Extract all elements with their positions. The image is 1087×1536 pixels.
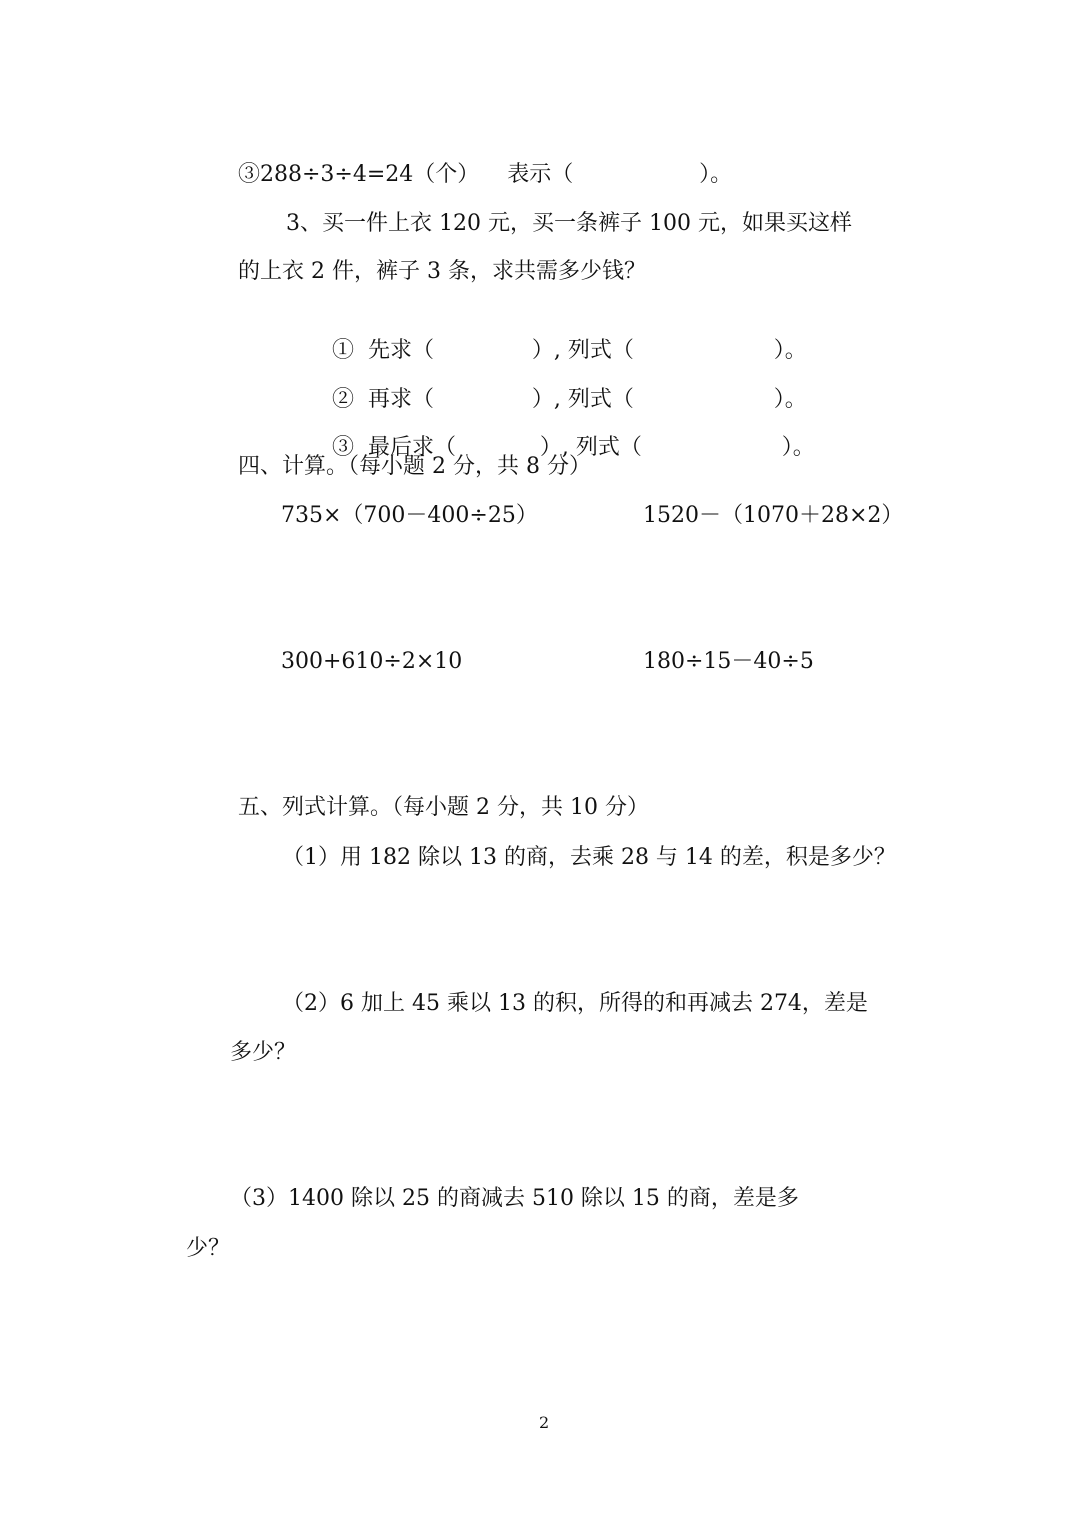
problem-3-line-1: （3）1400 除以 25 的商减去 510 除以 15 的商，差是多 [230, 1186, 799, 1211]
calc-problem-4: 180÷15－40÷5 [643, 649, 814, 674]
page-number: 2 [539, 1413, 550, 1432]
calc-problem-3: 300+610÷2×10 [281, 649, 463, 674]
section-5-heading: 五、列式计算。（每小题 2 分，共 10 分） [238, 795, 649, 820]
step-text: 最后求（ ）, 列式（ ）。 [368, 435, 815, 460]
step-text: 先求（ ）, 列式（ ）。 [368, 338, 807, 363]
problem-2-line-1: （2）6 加上 45 乘以 13 的积，所得的和再减去 274，差是 [282, 991, 868, 1016]
step-number: ① [332, 338, 355, 363]
calc-problem-2: 1520－（1070＋28×2） [643, 503, 904, 528]
question-3-line-1: 3、买一件上衣 120 元，买一条裤子 100 元，如果买这样 [286, 211, 852, 236]
problem-1: （1）用 182 除以 13 的商，去乘 28 与 14 的差，积是多少？ [282, 845, 896, 870]
step-number: ② [332, 387, 355, 412]
question-2-line-3: ③288÷3÷4=24（个） 表示（ ）。 [238, 162, 733, 187]
step-number: ③ [332, 435, 355, 460]
section-4-heading: 四、计算。（每小题 2 分，共 8 分） [238, 454, 591, 479]
question-3-line-2: 的上衣 2 件，裤子 3 条，求共需多少钱？ [238, 259, 646, 284]
problem-3-line-2: 少？ [186, 1236, 231, 1261]
step-text: 再求（ ）, 列式（ ）。 [368, 387, 807, 412]
problem-2-line-2: 多少？ [230, 1040, 297, 1065]
calc-problem-1: 735×（700－400÷25） [281, 503, 538, 528]
